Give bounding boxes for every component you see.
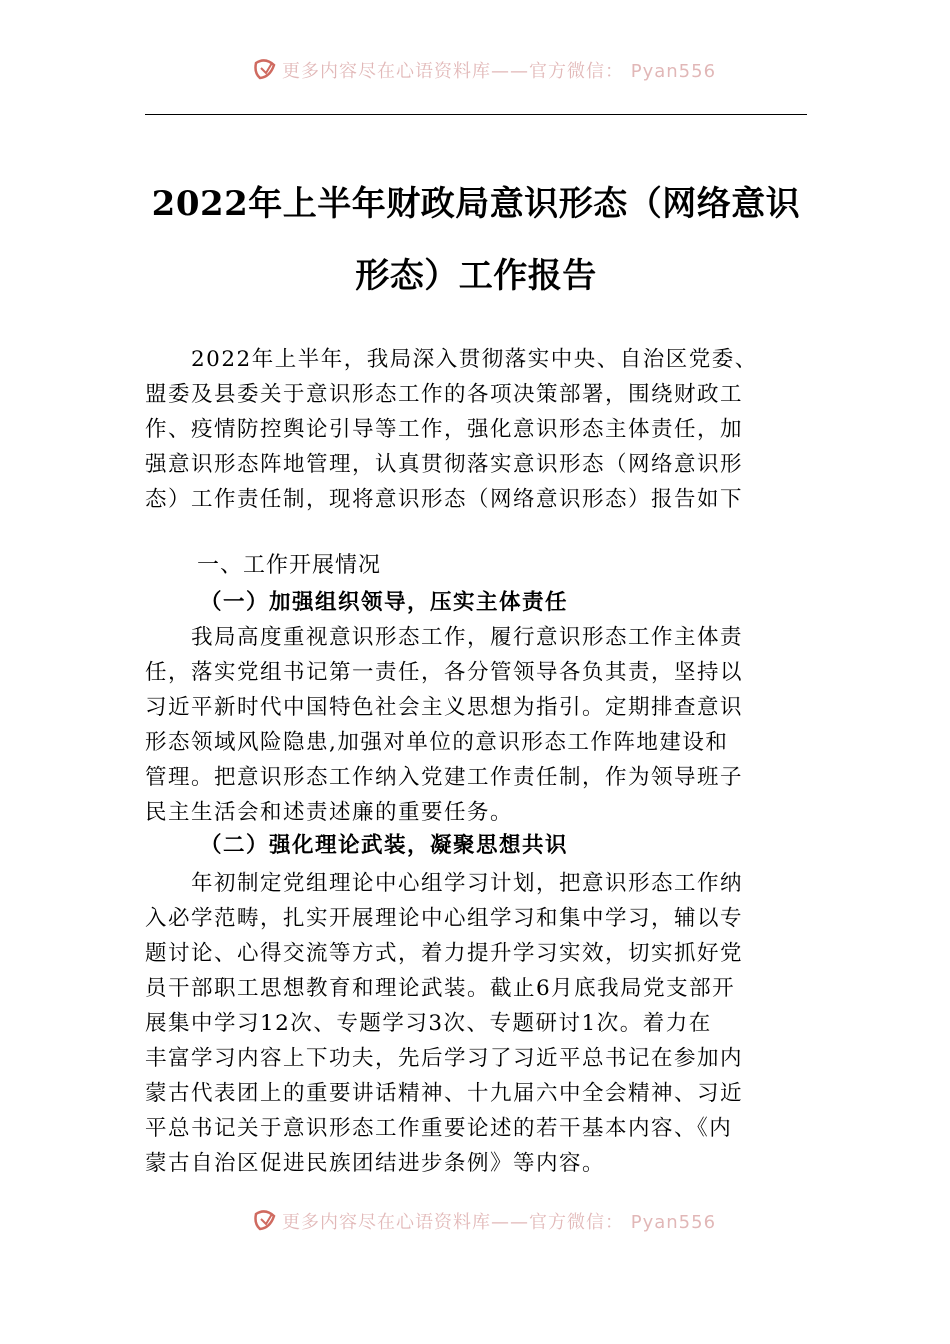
paragraph-line: 我局高度重视意识形态工作，履行意识形态工作主体责 bbox=[145, 625, 744, 650]
header-watermark bbox=[252, 58, 716, 82]
title-line-2: 形态）工作报告 bbox=[355, 256, 597, 296]
paragraph-line: 题讨论、心得交流等方式，着力提升学习实效，切实抓好党 bbox=[145, 941, 744, 966]
watermark-text: 更多内容尽在心语资料库——官方微信： Pyan556 bbox=[282, 1212, 717, 1233]
subsection-heading-2: （二）强化理论武装，凝聚思想共识 bbox=[200, 833, 569, 858]
subsection-2-paragraph bbox=[145, 866, 811, 1181]
title-line-1: 2022年上半年财政局意识形态（网络意识 bbox=[151, 184, 801, 224]
paragraph-line: 丰富学习内容上下功夫，先后学习了习近平总书记在参加内 bbox=[145, 1046, 744, 1071]
watermark-text: 更多内容尽在心语资料库——官方微信： Pyan556 bbox=[282, 61, 717, 82]
paragraph-line: 管理。把意识形态工作纳入党建工作责任制，作为领导班子 bbox=[145, 765, 744, 790]
paragraph-line: 展集中学习12次、专题学习3次、专题研讨1次。着力在 bbox=[145, 1011, 712, 1036]
paragraph-line: 作、疫情防控舆论引导等工作，强化意识形态主体责任，加 bbox=[145, 417, 744, 442]
paragraph-line: 2022年上半年，我局深入贯彻落实中央、自治区党委、 bbox=[145, 347, 758, 372]
paragraph-line: 态）工作责任制，现将意识形态（网络意识形态）报告如下 bbox=[145, 487, 744, 512]
subsection-1-paragraph bbox=[145, 620, 811, 830]
intro-paragraph bbox=[145, 342, 811, 517]
paragraph-line: 强意识形态阵地管理，认真贯彻落实意识形态（网络意识形 bbox=[145, 452, 744, 477]
paragraph-line: 员干部职工思想教育和理论武装。截止6月底我局党支部开 bbox=[145, 976, 736, 1001]
paragraph-line: 蒙古自治区促进民族团结进步条例》等内容。 bbox=[145, 1151, 606, 1176]
paragraph-line: 蒙古代表团上的重要讲话精神、十九届六中全会精神、习近 bbox=[145, 1081, 744, 1106]
paragraph-line: 入必学范畴，扎实开展理论中心组学习和集中学习，辅以专 bbox=[145, 906, 744, 931]
document-title bbox=[145, 168, 807, 312]
paragraph-line: 年初制定党组理论中心组学习计划，把意识形态工作纳 bbox=[145, 871, 744, 896]
paragraph-line: 任，落实党组书记第一责任，各分管领导各负其责，坚持以 bbox=[145, 660, 744, 685]
paragraph-line: 盟委及县委关于意识形态工作的各项决策部署，围绕财政工 bbox=[145, 382, 744, 407]
section-heading: 一、工作开展情况 bbox=[197, 553, 382, 578]
subsection-heading-1: （一）加强组织领导，压实主体责任 bbox=[200, 590, 569, 615]
footer-watermark bbox=[252, 1209, 716, 1233]
paragraph-line: 习近平新时代中国特色社会主义思想为指引。定期排查意识 bbox=[145, 695, 744, 720]
paragraph-line: 形态领域风险隐患,加强对单位的意识形态工作阵地建设和 bbox=[145, 730, 729, 755]
logo-icon bbox=[252, 59, 278, 81]
paragraph-line: 平总书记关于意识形态工作重要论述的若干基本内容、《内 bbox=[145, 1116, 733, 1141]
header-divider bbox=[145, 114, 807, 115]
logo-icon bbox=[252, 1210, 278, 1232]
paragraph-line: 民主生活会和述责述廉的重要任务。 bbox=[145, 800, 514, 825]
